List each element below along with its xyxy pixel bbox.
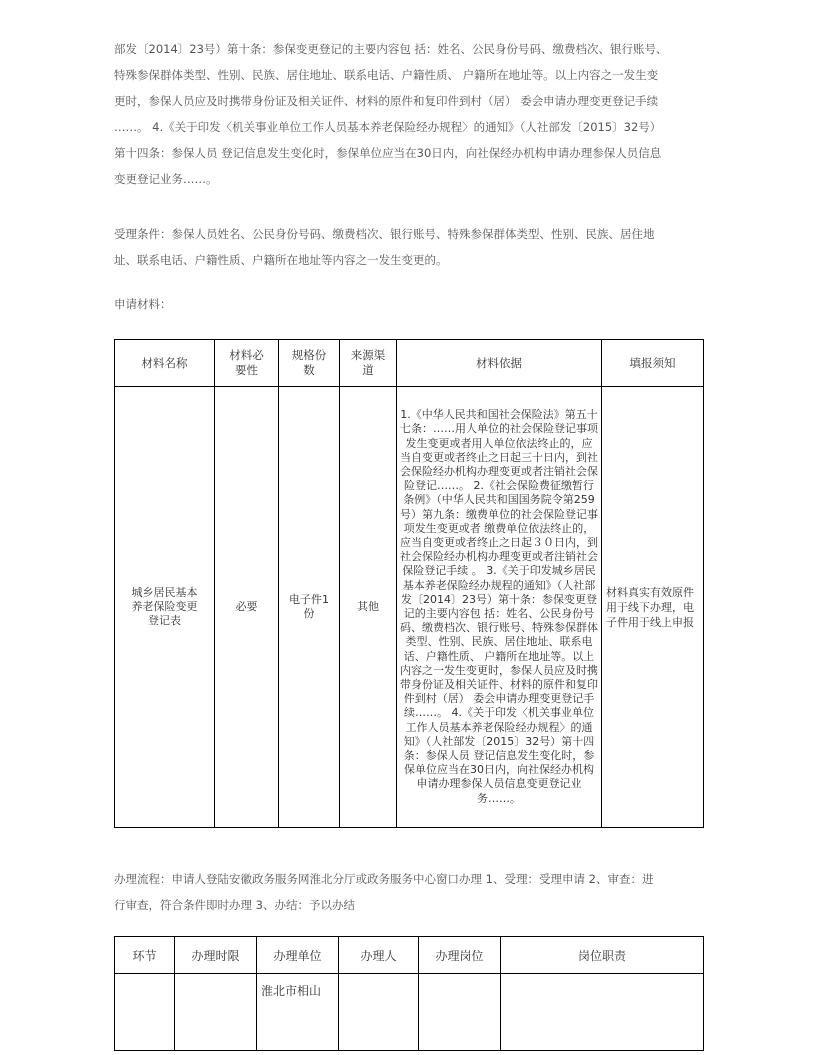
materials-table — [114, 339, 704, 828]
intro-paragraph — [114, 36, 704, 192]
conditions-paragraph — [114, 221, 704, 273]
column-header: 材料必要性 — [215, 340, 279, 387]
text-line: 受理条件：参保人员姓名、公民身份号码、缴费档次、银行账号、特殊参保群体类型、性别、民族、居住地 — [114, 227, 655, 241]
table-row — [115, 974, 704, 1051]
basis-cell: 1.《中华人民共和国社会保险法》第五十七条：……用人单位的社会保险登记事项发生变更或者用人单位依法终止的，应 当自变更或者终止之日起三十日内，到社会保险经办机构办理变更或者注销社会保险登记……。 2.《社会保险费征缴暂行条例》（中华人民共和国国务院令第259号）第九条：缴费单位的社会保险登记事项发生变更或者 缴费单位依法终止的，应当自变更或者终止之日起３０日内，到社会保险经办机构办理变更或者注销社会保险登记手续 。 3.《关于印发城乡居民基本养老保险经办规程的通知》（人社部发〔2014〕23号）第十条：参保变更登记的主要内容包 括：姓名、公民身份号码、缴费档次、银行账号、特殊参保群体类型、性别、民族、居住地址、联系电话、户籍性质、 户籍所在地址等。以上内容之一发生变更时，参保人员应及时携带身份证及相关证件、材料的原件和复印件到村（居） 委会申请办理变更登记手续……。 4.《关于印发〈机关事业单位工作人员基本养老保险经办规程〉的通知》（人社部发〔2015〕32号）第十四条：参保人员 登记信息发生变化时，参保单位应当在30日内，向社保经办机构申请办理参保人员信息变更登记业务……。 — [397, 387, 602, 828]
column-header: 办理单位 — [257, 937, 339, 974]
process-table — [114, 936, 704, 1051]
column-header: 填报须知 — [602, 340, 704, 387]
necessity-cell: 必要 — [215, 387, 279, 828]
unit-cell: 淮北市相山 — [257, 974, 339, 1051]
process-paragraph — [114, 866, 704, 918]
column-header: 办理时限 — [175, 937, 257, 974]
text-line: 变更登记业务……。 — [114, 172, 218, 186]
text-line: 址、联系电话、户籍性质、户籍所在地址等内容之一发生变更的。 — [114, 253, 448, 267]
text-line: 更时，参保人员应及时携带身份证及相关证件、材料的原件和复印件到村（居） 委会申请办理变更登记手续 — [114, 94, 659, 108]
column-header: 环节 — [115, 937, 175, 974]
table-cell — [175, 974, 257, 1051]
column-header: 材料名称 — [115, 340, 215, 387]
spec-cell: 电子件1份 — [279, 387, 340, 828]
materials-heading: 申请材料： — [114, 297, 172, 311]
text-line: 办理流程：申请人登陆安徽政务服务网淮北分厅或政务服务中心窗口办理 1、受理：受理申请 2、审查：进 — [114, 872, 654, 886]
table-row — [115, 387, 704, 828]
text-line: 行审查，符合条件即时办理 3、办结：予以办结 — [114, 898, 355, 912]
notes-cell: 材料真实有效原件用于线下办理，电子件用于线上申报 — [602, 387, 704, 828]
column-header: 办理岗位 — [419, 937, 501, 974]
table-header-row — [115, 937, 704, 974]
column-header: 来源渠道 — [340, 340, 397, 387]
text-line: ……。 4.《关于印发〈机关事业单位工作人员基本养老保险经办规程〉的通知》（人社部发〔2015〕32号） — [114, 120, 662, 134]
column-header: 岗位职责 — [501, 937, 704, 974]
table-cell — [339, 974, 419, 1051]
table-header-row — [115, 340, 704, 387]
table-cell — [501, 974, 704, 1051]
column-header: 材料依据 — [397, 340, 602, 387]
source-cell: 其他 — [340, 387, 397, 828]
column-header: 规格份数 — [279, 340, 340, 387]
material-name-cell: 城乡居民基本养老保险变更登记表 — [115, 387, 215, 828]
table-cell — [115, 974, 175, 1051]
text-line: 特殊参保群体类型、性别、民族、居住地址、联系电话、户籍性质、 户籍所在地址等。以上内容之一发生变 — [114, 68, 659, 82]
table-cell — [419, 974, 501, 1051]
column-header: 办理人 — [339, 937, 419, 974]
text-line: 第十四条：参保人员 登记信息发生变化时，参保单位应当在30日内，向社保经办机构申请办理参保人员信息 — [114, 146, 662, 160]
text-line: 部发〔2014〕23号）第十条：参保变更登记的主要内容包 括：姓名、公民身份号码、缴费档次、银行账号、 — [114, 42, 668, 56]
